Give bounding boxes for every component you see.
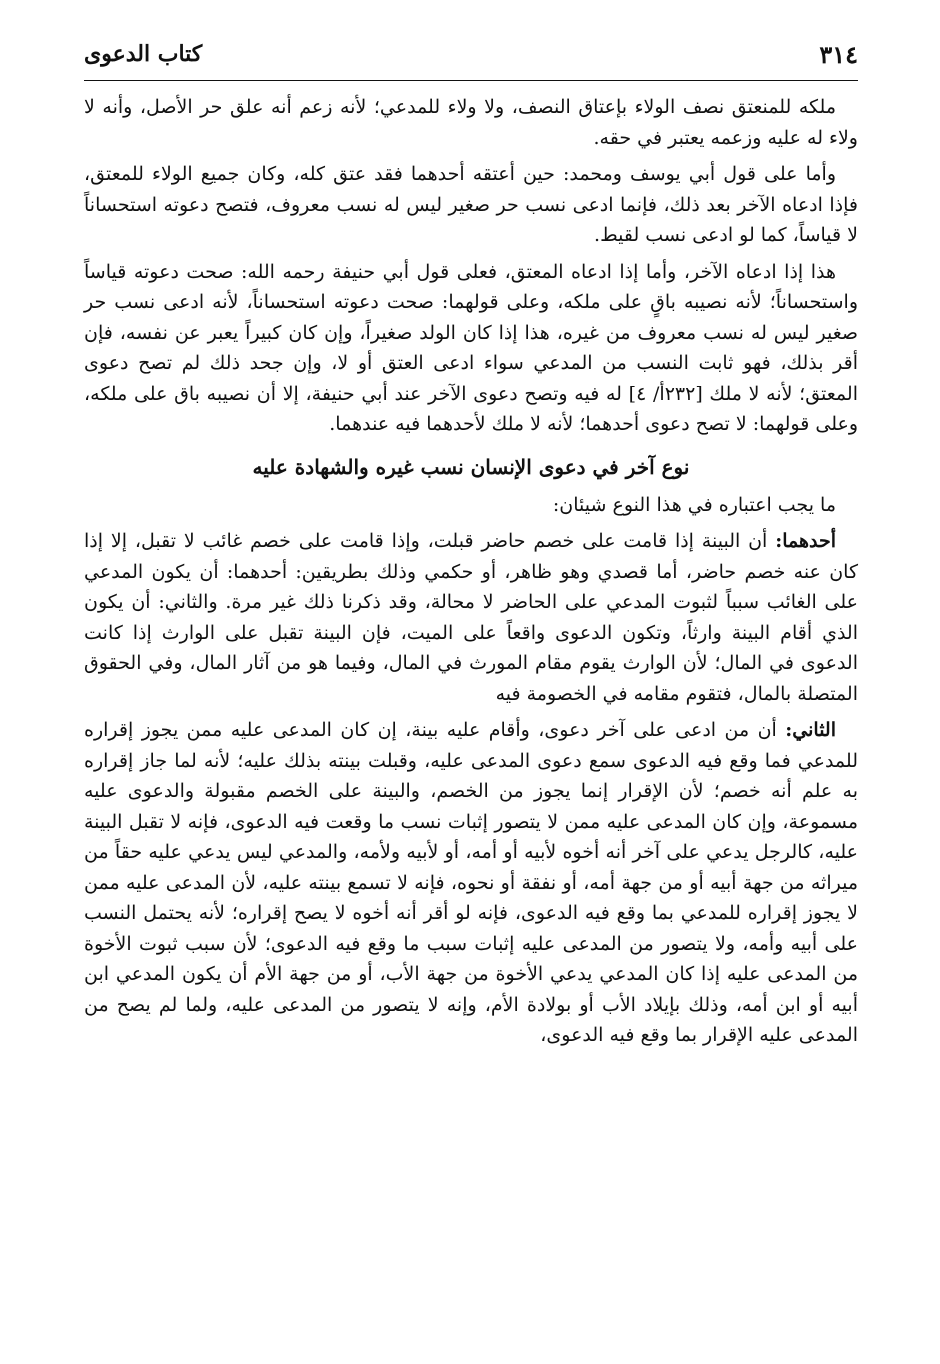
first-point-text: أن البينة إذا قامت على خصم حاضر قبلت، وإذا قامت على خصم غائب لا تقبل، إلا إذا كان عنه خصم حاضر، أما قصدي وهو ظاهر، أو حكمي وذلك بطريقين: أحدهما: أن يكون المدعي على الغائب سبباً لثبوت المدعي على الحاضر لا محالة، وقد ذكرنا ذلك غير مرة. والثاني: أن يكون الذي أقام البينة وارثاً، وتكون الدعوى واقعاً على الميت، فإن البينة تقبل على الوارث إذا كانت الدعوى في المال؛ لأن الوارث يقوم مقام المورث في المال، وفيما هو من آثار المال، وفي الحقوق المتصلة بالمال، فتقوم مقامه في الخصومة فيه — [84, 530, 858, 705]
paragraph: هذا إذا ادعاه الآخر، وأما إذا ادعاه المعتق، فعلى قول أبي حنيفة رحمه الله: صحت دعوته قياساً واستحساناً؛ لأنه نصيبه باقٍ على ملكه، وعلى قولهما: صحت دعوته استحساناً، لأنه ادعى نسب حر صغير ليس له نسب معروف من غيره، هذا إذا كان الولد صغيراً، وإن كان كبيراً يعبر عن نفسه، فإن أقر بذلك، فهو ثابت النسب من المدعي سواء ادعى العتق أو لا، وإن جحد ذلك لم تصح دعوى المعتق؛ لأنه لا ملك [٢٣٢أ/ ٤] له فيه وتصح دعوى الآخر عند أبي حنيفة، إلا أن نصيبه باق على ملكه، وعلى قولهما: لا تصح دعوى أحدهما؛ لأنه لا ملك لأحدهما فيه عندهما. — [84, 260, 858, 435]
paragraph-first-point — [84, 526, 858, 709]
section-heading: نوع آخر في دعوى الإنسان نسب غيره والشهادة عليه — [252, 454, 690, 479]
header-rule — [84, 80, 858, 81]
page-header — [84, 34, 858, 74]
second-point-label: الثاني: — [785, 719, 836, 741]
paragraph: ملكه للمنعتق نصف الولاء بإعتاق النصف، ولا ولاء للمدعي؛ لأنه زعم أنه علق حر الأصل، وأنه لا ولاء له عليه وزعمه يعتبر في حقه. — [84, 96, 858, 149]
paragraph-second-point — [84, 715, 858, 1051]
paragraph: وأما على قول أبي يوسف ومحمد: حين أعتقه أحدهما فقد عتق كله، وكان جميع الولاء للمعتق، فإذا ادعاه الآخر بعد ذلك، فإنما ادعى نسب حر صغير ليس له نسب معروف، فتصح دعوته استحساناً لا قياساً، كما لو ادعى نسب لقيط. — [84, 163, 858, 246]
section-intro: ما يجب اعتباره في هذا النوع شيئان: — [552, 493, 836, 516]
second-point-text: أن من ادعى على آخر دعوى، وأقام عليه بينة، إن كان المدعى عليه ممن يجوز إقراره للمدعي فما وقع فيه الدعوى سمع دعوى المدعى عليه، وقبلت بينته بذلك عليه؛ لأنه لما جاز إقراره به علم أنه خصم؛ لأن الإقرار إنما يجوز من الخصم، والبينة على الخصم مقبولة والدعوى عليه مسموعة، وإن كان المدعى عليه ممن لا يتصور إثبات نسب ما وقعت فيه الدعوى، فإنه لا تقبل البينة عليه، كالرجل يدعي على آخر أنه أخوه لأبيه أو أمه، أو لأبيه ولأمه، والمدعي ليس يدعي عليه حقاً من ميراثه من جهة أبيه أو من جهة أمه، أو نفقة أو نحوه، فإنه لا تسمع بينته عليه، لأن المدعى عليه ممن لا يجوز إقراره للمدعي بما وقع فيه الدعوى، فإنه لو أقر أنه أخوه لا يصح إقراره؛ لأنه يحتمل النسب على أبيه وأمه، ولا يتصور من المدعى عليه إثبات سبب ما وقع فيه الدعوى؛ لأن سبب ثبوت الأخوة من المدعى عليه إذا كان المدعي يدعي الأخوة من جهة الأب، أو من جهة الأم أن يكون المدعي ابن أبيه أو ابن أمه، وذلك بإيلاد الأب أو بولادة الأم، وإنه لا يتصور من المدعى عليه، ولما لم يصح من المدعى عليه الإقرار بما وقع فيه الدعوى، — [84, 719, 858, 1046]
first-point-label: أحدهما: — [775, 530, 836, 552]
page-body — [84, 92, 858, 1057]
page-number: ٣١٤ — [819, 39, 858, 69]
running-title: كتاب الدعوى — [84, 41, 203, 67]
